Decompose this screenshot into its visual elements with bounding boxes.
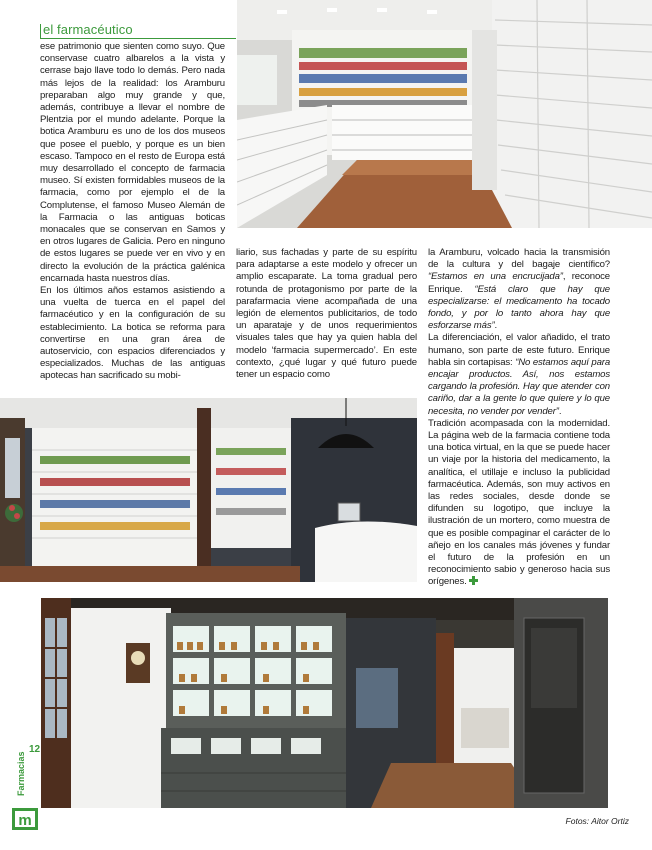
page-number: 12 <box>29 744 41 755</box>
col2-paragraph-1: liario, sus fachadas y parte de su espíritu para adaptarse a este modelo y ofrecer un amplio escaparate. La toma gradual pero rotunda de protagonismo por parte de la parafarmacia viene acompañada de una legión de elementos publicitarios, de todo un aparataje y de unos requerimientos visuales tales que hay ya quien habla del modelo ‘farmacia supermercado’. En este contexto, ¿qué lugar y qué futuro puede tener un espacio como <box>236 247 417 381</box>
col3-paragraph-3: Tradición acompasada con la modernidad. La página web de la farmacia contiene toda una botica virtual, en la que se puede hacer un viaje por la historia del medicamento, la analítica, el utillaje e incluso la publicidad farmacéutica. Además, son muy activos en las redes sociales, desde donde se difunden su logotipo, que incluye la ilustración de un mortero, como muestra de que es posible compaginar el carácter de lo añejo en los canales más jóvenes y fundar el futuro de la profesión en un reconocimiento sabio y generoso hacia sus orígenes. <box>428 417 610 588</box>
photo-pharmacy-interior-middle <box>0 398 417 582</box>
section-title: el farmacéutico <box>43 22 133 37</box>
col3-paragraph-2: La diferenciación, el valor añadido, el trato humano, son parte de este futuro. Enrique habla sin cortapisas: “No estamos aquí para encajar productos. Así, nos estamos cargando la profesión. Hay que atender con cariño, dar a la gente lo que quiere y lo que necesita, no vender por vender”. <box>428 332 611 417</box>
magazine-name-vertical: Farmacias <box>16 751 26 796</box>
text-column-1 <box>40 41 225 383</box>
text-column-3 <box>428 247 610 589</box>
photo-pharmacy-interior-top <box>237 0 652 228</box>
col1-paragraph-1: ese patrimonio que sienten como suyo. Que conservase cuatro albarelos a la vista y cerrase bajo llave todo lo demás. Pero nada más lejos de la realidad: los Aramburu preparaban algo muy grande y que, además, contribuye a llevar el nombre de Plentzia por el mundo adelante. Porque la botica Aramburu es uno de los dos museos que posee el pueblo, y porque es un bien escaso. Tampoco en el resto de Europa está muy desarrollado el concepto de farmacia museo. Sí existen formidables museos de la farmacia, como por ejemplo el de la Complutense, el famoso Museo Alemán de la Farmacia o las antiguas boticas monacales que se conservan en Samos y en otros lugares de Galicia. Pero en ninguno de estos lugares se puede ver en vivo y en directo la evolución de la práctica galénica encarnada hasta nuestros días. <box>40 41 225 284</box>
section-tag-tick <box>40 24 41 38</box>
col3-paragraph-1: la Aramburu, volcado hacia la transmisión de la cultura y del bagaje científico? “Estamos en una encrucijada”, reconoce Enrique. “Está claro que hay que especializarse: el medicamento ha tocado fondo, y por lo tanto ahora hay que esforzarse más”. <box>428 247 610 332</box>
col1-paragraph-2: En los últimos años estamos asistiendo a una vuelta de tuerca en el papel del farmacéutico y en la configuración de su establecimiento. La botica se reforma para convertirse en una gran área de autoservicio, con espacios diferenciados y especializados. Muchas de las antiguas apotecas han sacrificado su mobi- <box>40 285 225 382</box>
magazine-logo <box>12 808 38 830</box>
logo-letter: m <box>18 812 32 829</box>
text-column-2 <box>236 247 417 381</box>
section-tag <box>40 22 133 37</box>
photo-pharmacy-museum-bottom <box>41 598 608 808</box>
green-cross-icon <box>469 576 478 585</box>
section-rule <box>40 38 236 39</box>
photo-credit: Fotos: Aitor Ortiz <box>565 816 629 826</box>
